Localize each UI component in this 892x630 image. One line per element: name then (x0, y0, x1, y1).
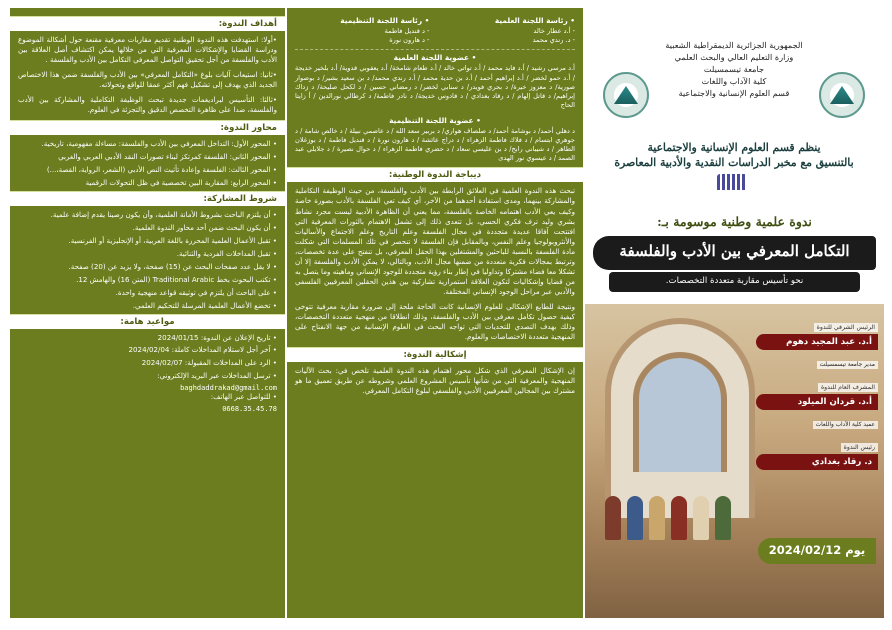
arch-shape (633, 352, 727, 472)
condition-item: • أن يكون البحث ضمن أحد محاور الندوة العلمية. (132, 223, 277, 233)
date-item: • آخر أجل لاستلام المداخلات كاملة: 2024/02/04 (128, 345, 277, 355)
condition-item: • تخضع الأعمال العلمية المرسلة للتحكيم العلمي. (132, 300, 277, 310)
role-label: المشرف العام للندوة (818, 383, 878, 392)
organizer-line-2: بالتنسيق مع مخبر الدراسات النقدية والأدبية المعاصرة (614, 156, 854, 170)
conditions-title: شروط المشاركة: (10, 191, 285, 206)
date-item: • الرد على المداخلات المقبولة: 2024/02/07 (141, 358, 277, 368)
mountain-icon (614, 86, 638, 104)
institution-lines (655, 40, 813, 99)
figure-shape (627, 496, 643, 540)
lab-logo-icon (717, 174, 747, 190)
role-sub: مدير جامعة تيسمسيلت (817, 361, 878, 369)
goals-title: أهداف الندوة: (10, 16, 285, 31)
dates-title: مواعيد هامة: (10, 314, 285, 329)
event-title: التكامل المعرفي بين الأدب والفلسفة (593, 236, 876, 270)
middle-panel (287, 8, 583, 618)
institution-line: كلية الآداب واللغات (701, 75, 767, 86)
figure-shape (693, 496, 709, 540)
role-sub: عميد كلية الآداب واللغات (813, 421, 878, 429)
figure-shape (715, 496, 731, 540)
event-subtitle: نحو تأسيس مقاربة متعددة التخصصات. (609, 272, 860, 292)
axis-item: • المحور الثاني: الفلسفة كمرتكز لبناء تصورات النقد الأدبي العربي والغربي (58, 152, 277, 162)
axis-item: • المحور الأول: التداخل المعرفي بين الأدب والفلسفة: مساءلة مفهومية، تاريخية. (41, 139, 277, 149)
role-name: د. رقاد بغدادي (756, 454, 878, 470)
scientific-head (441, 16, 575, 45)
organizer-line (601, 140, 867, 170)
role-supervisor (756, 374, 878, 430)
goal-item: •أولا: استهدفت هذه الندوة الوطنية تقديم مقاربات معرفية مقنعة حول أشكالة الموضوع ودراسة القضايا والإشكالات المعرفية التي من خلالها يمكن اكتشاف أصل العلاقة بين الأدب والفلسفة من أجل تحقيق التواصل المعرفي التكامل بين الأدب والفلسفة . (18, 35, 277, 65)
goal-item: •ثانيا: استيعاب آليات بلوغ «التكامل المعرفي» بين الأدب والفلسفة ضمن هذا الاختصاص الجديد الذي يهدف إلى تشكيل فهم أكثر عمقا للواقع وتحولاته. (18, 70, 277, 90)
header-card (597, 32, 871, 192)
date-item: • تاريخ الإعلان عن الندوة: 2024/01/15 (157, 332, 277, 342)
preface-paragraph: ونتيجة للطابع الإشكالي للعلوم الإنسانية كانت الحاجة ملحة إلى ضرورة مقاربة معرفية تتوخى كيفية حصول تكامل معرفي بين الأدب والفلسفة، وذلك انطلاقا من منهجية متعددة التخصصات، وذلك بهدف التصدي للتحديات التي تواجه البحث في العلوم الإنسانية من جهة الانفتاح على المنهجية متعددة الاختصاصات والعلوم. (295, 302, 575, 342)
university-logo (819, 72, 865, 118)
condition-item: • تقبل الأعمال العلمية المحررة باللغة العربية، أو الإنجليزية أو الفرنسية. (68, 235, 277, 245)
scientific-head-name: - د. رندي محمد (532, 36, 575, 45)
axis-item: • المحور الرابع: المقاربة البين تخصصية في ظل التحولات الرقمية (85, 178, 277, 188)
condition-item: • على الباحث أن يلتزم في توثيقه قواعد منهجية واحدة. (115, 287, 277, 297)
goal-item: •ثالثا: التأسيس لبراديغمات جديدة تبحث الوظيفة التكاملية والمشاركة بين الأدب والفلسفة، ضدا على ظاهرة التخصص الدقيق والتجزئة في العلوم. (18, 95, 277, 115)
institution-line: الجمهورية الجزائرية الديمقراطية الشعبية (665, 40, 803, 50)
scientific-head-label: • رئاسة اللجنة العلمية (494, 16, 575, 25)
organizing-committee-members: د دهلي أحمد/ د بوشامة أحمد/ د صلصاف هواري/ د بربير سعد الله / د عاصمي نبيلة / د خالص شامة / د جوهري ابتسام / د فلاك فاطمة الزهراء / د دراج عائشة / د هارون نورة / د قنديل فاطمة / د بوزغلان الطاهر / د شيباني رابح/ د بن عليسي سعاد / د حضري فاطمة الزهراء / د حوال نصيرة / د جلايلي عبد الصمد / د عيسوي نور الهدى (295, 126, 575, 163)
event-date-badge: يوم 2024/02/12 (758, 538, 876, 564)
role-chair (756, 434, 878, 471)
role-name: أ.د. عبد المجيد دهوم (756, 334, 878, 350)
mountain-icon (830, 86, 854, 104)
preface-paragraph: تبحث هذه الندوة العلمية في العلائق الرابطة بين الأدب والفلسفة، من حيث الوظيفة التكاملية والمشاركة بينهما، ومدى استفادة أحدهما من الآخر، أي كيف تعي الفلسفة بالأدب بصورة خاصة وكيف يعي الأدب اهتمامه الخاصة بالفلسفة، مما يعني أن الظاهرة الأدبية ليست مجرد نشاط بشري وليد ترف فكري الحسي، بل تتعدى ذلك إلى تشمل الاهتمام بالثورات المعرفية التي افتتحت آفاقا عديدة متجددة في مجال الفلسفة وعلم التاريخ وعلم الاجتماع والأساليات والأنثروبولوجيا وعلم النفس، وبالمقابل فإن الفلسفة لا تنحصر في تلك المسلمات التي شكلت مادة الفلسفة بالنسبة للباحثين والمشتغلين بهذا الحقل المعرفي، بل تنفتح على عدة تخصصات، وترتبط بمجالات فكرية متعددة من ضمنها مجال الأدب، وبالتالي، لا يمكن الأدب والفلسفة إلا أن تشكلا معا فضاء مشتركا وتداوليا في إطار بناء رؤية متجددة للوجود الإنساني وماهيته وما يتصل به من قضايا وإشكاليات لتكون العلاقة استمرارية تشاركية بين هذين الحقلين المعرفيين الفلسفي والأدبي عبر مراحل الوجود الإنساني المختلفة. (295, 186, 575, 297)
institution-line: وزارة التعليم العالي والبحث العلمي (674, 51, 794, 62)
divider (295, 49, 575, 50)
role-label: رئيس الندوة (841, 443, 878, 452)
condition-item: • أن يلتزم الباحث بشروط الأمانة العلمية، وأن يكون رصينا يقدم إضافة علمية. (50, 210, 277, 220)
organizing-head-label: • رئاسة اللجنة التنظيمية (340, 16, 430, 25)
cover-panel (585, 8, 884, 618)
problem-title: إشكالية الندوة: (287, 347, 583, 362)
condition-item: • تكتب البحوث بخط Traditional Arabic (المتن 16) والهامش 12. (76, 274, 277, 284)
left-panel (10, 8, 285, 618)
axes-title: محاور الندوة: (10, 120, 285, 135)
preface-title: ديباجة الندوة الوطنية: (287, 167, 583, 182)
phone-label: • للتواصل عبر الهاتف: (210, 392, 277, 402)
committee-heads (295, 16, 575, 45)
classical-painting (585, 304, 884, 618)
institution-line: قسم العلوم الإنسانية والاجتماعية (678, 87, 790, 98)
organizing-head-name: - د قنديل فاطمة (384, 27, 430, 35)
organizing-head-name: - د هارون نورة (389, 36, 430, 45)
scientific-head-name: - أ.د عطار خالد (533, 27, 575, 35)
figure-shape (649, 496, 665, 540)
role-name: أ.د. قردان الميلود (756, 394, 878, 410)
scientific-committee-title: • عضوية اللجنة العلمية (393, 53, 477, 63)
condition-item: • لا يقل عدد صفحات البحث عن (15) صفحة، ولا يزيد عن (20) صفحة. (68, 261, 277, 271)
problem-text: إن الإشكال المعرفي الذي شكل محور اهتمام هذه الندوة العلمية تلخص في: بحث الآليات المنهجية والمعرفية التي من شأنها تأسيس المشروع العلمي وشروطه عن طريق تعميق ما هو مشترك بين المجالين المعرفيين الأدبي والفلسفي لبلوغ التكامل المعرفي. (295, 366, 575, 396)
contact-email[interactable]: baghdaddrakad@gmail.com (180, 384, 277, 393)
role-label: الرئيس الشرفي للندوة (814, 323, 878, 332)
organizing-committee-title: • عضوية اللجنة التنظيمية (389, 115, 481, 125)
university-logo (603, 72, 649, 118)
organizing-head (295, 16, 429, 45)
contact-phone[interactable]: 0668.35.45.78 (222, 405, 277, 414)
figure-shape (605, 496, 621, 540)
organizer-line-1: ينظم قسم العلوم الإنسانية والاجتماعية (647, 141, 821, 154)
condition-item: • تقبل المداخلات الفردية والثنائية. (176, 248, 277, 258)
axis-item: • المحور الثالث: الفلسفة وإعادة تأثيث النص الأدبي (الشعر، الرواية، القصة،...) (46, 165, 277, 175)
event-type: ندوة علمية وطنية موسومة بـ: (657, 214, 812, 229)
date-item: • ترسل المداخلات عبر البريد الإلكتروني: (157, 371, 277, 381)
figure-shape (671, 496, 687, 540)
role-honorary (756, 314, 878, 370)
scientific-committee-members: أ.د مرسي رشيد / أ.د فايد محمد / أ.د تواتي خالد / أ.د طعام شامخة/ أ.د يعقوبي قدوية/ أ.د بلخير خديجة / أ.د حمو لخضر / أ.د إبراهيم أحمد / أ.د بن حدية محمد / أ.د رندي محمد/ د بن سعيد بشير/ د بوصوار صورية/ د معزوز خيرة/ د بحري فويدر/ د سنابي لخضر/ د رمضاني حسين / د لكحل صليحة/ د زداك إبراهيم/ د قاتل إلهام / د رقاد بغدادي / د قادوس خديجة/ د نادر فاطمة/ د كرطالي نورالدين / أ زايتا الحاج (295, 64, 575, 110)
institution-line: جامعة تيسمسيلت (703, 63, 765, 74)
